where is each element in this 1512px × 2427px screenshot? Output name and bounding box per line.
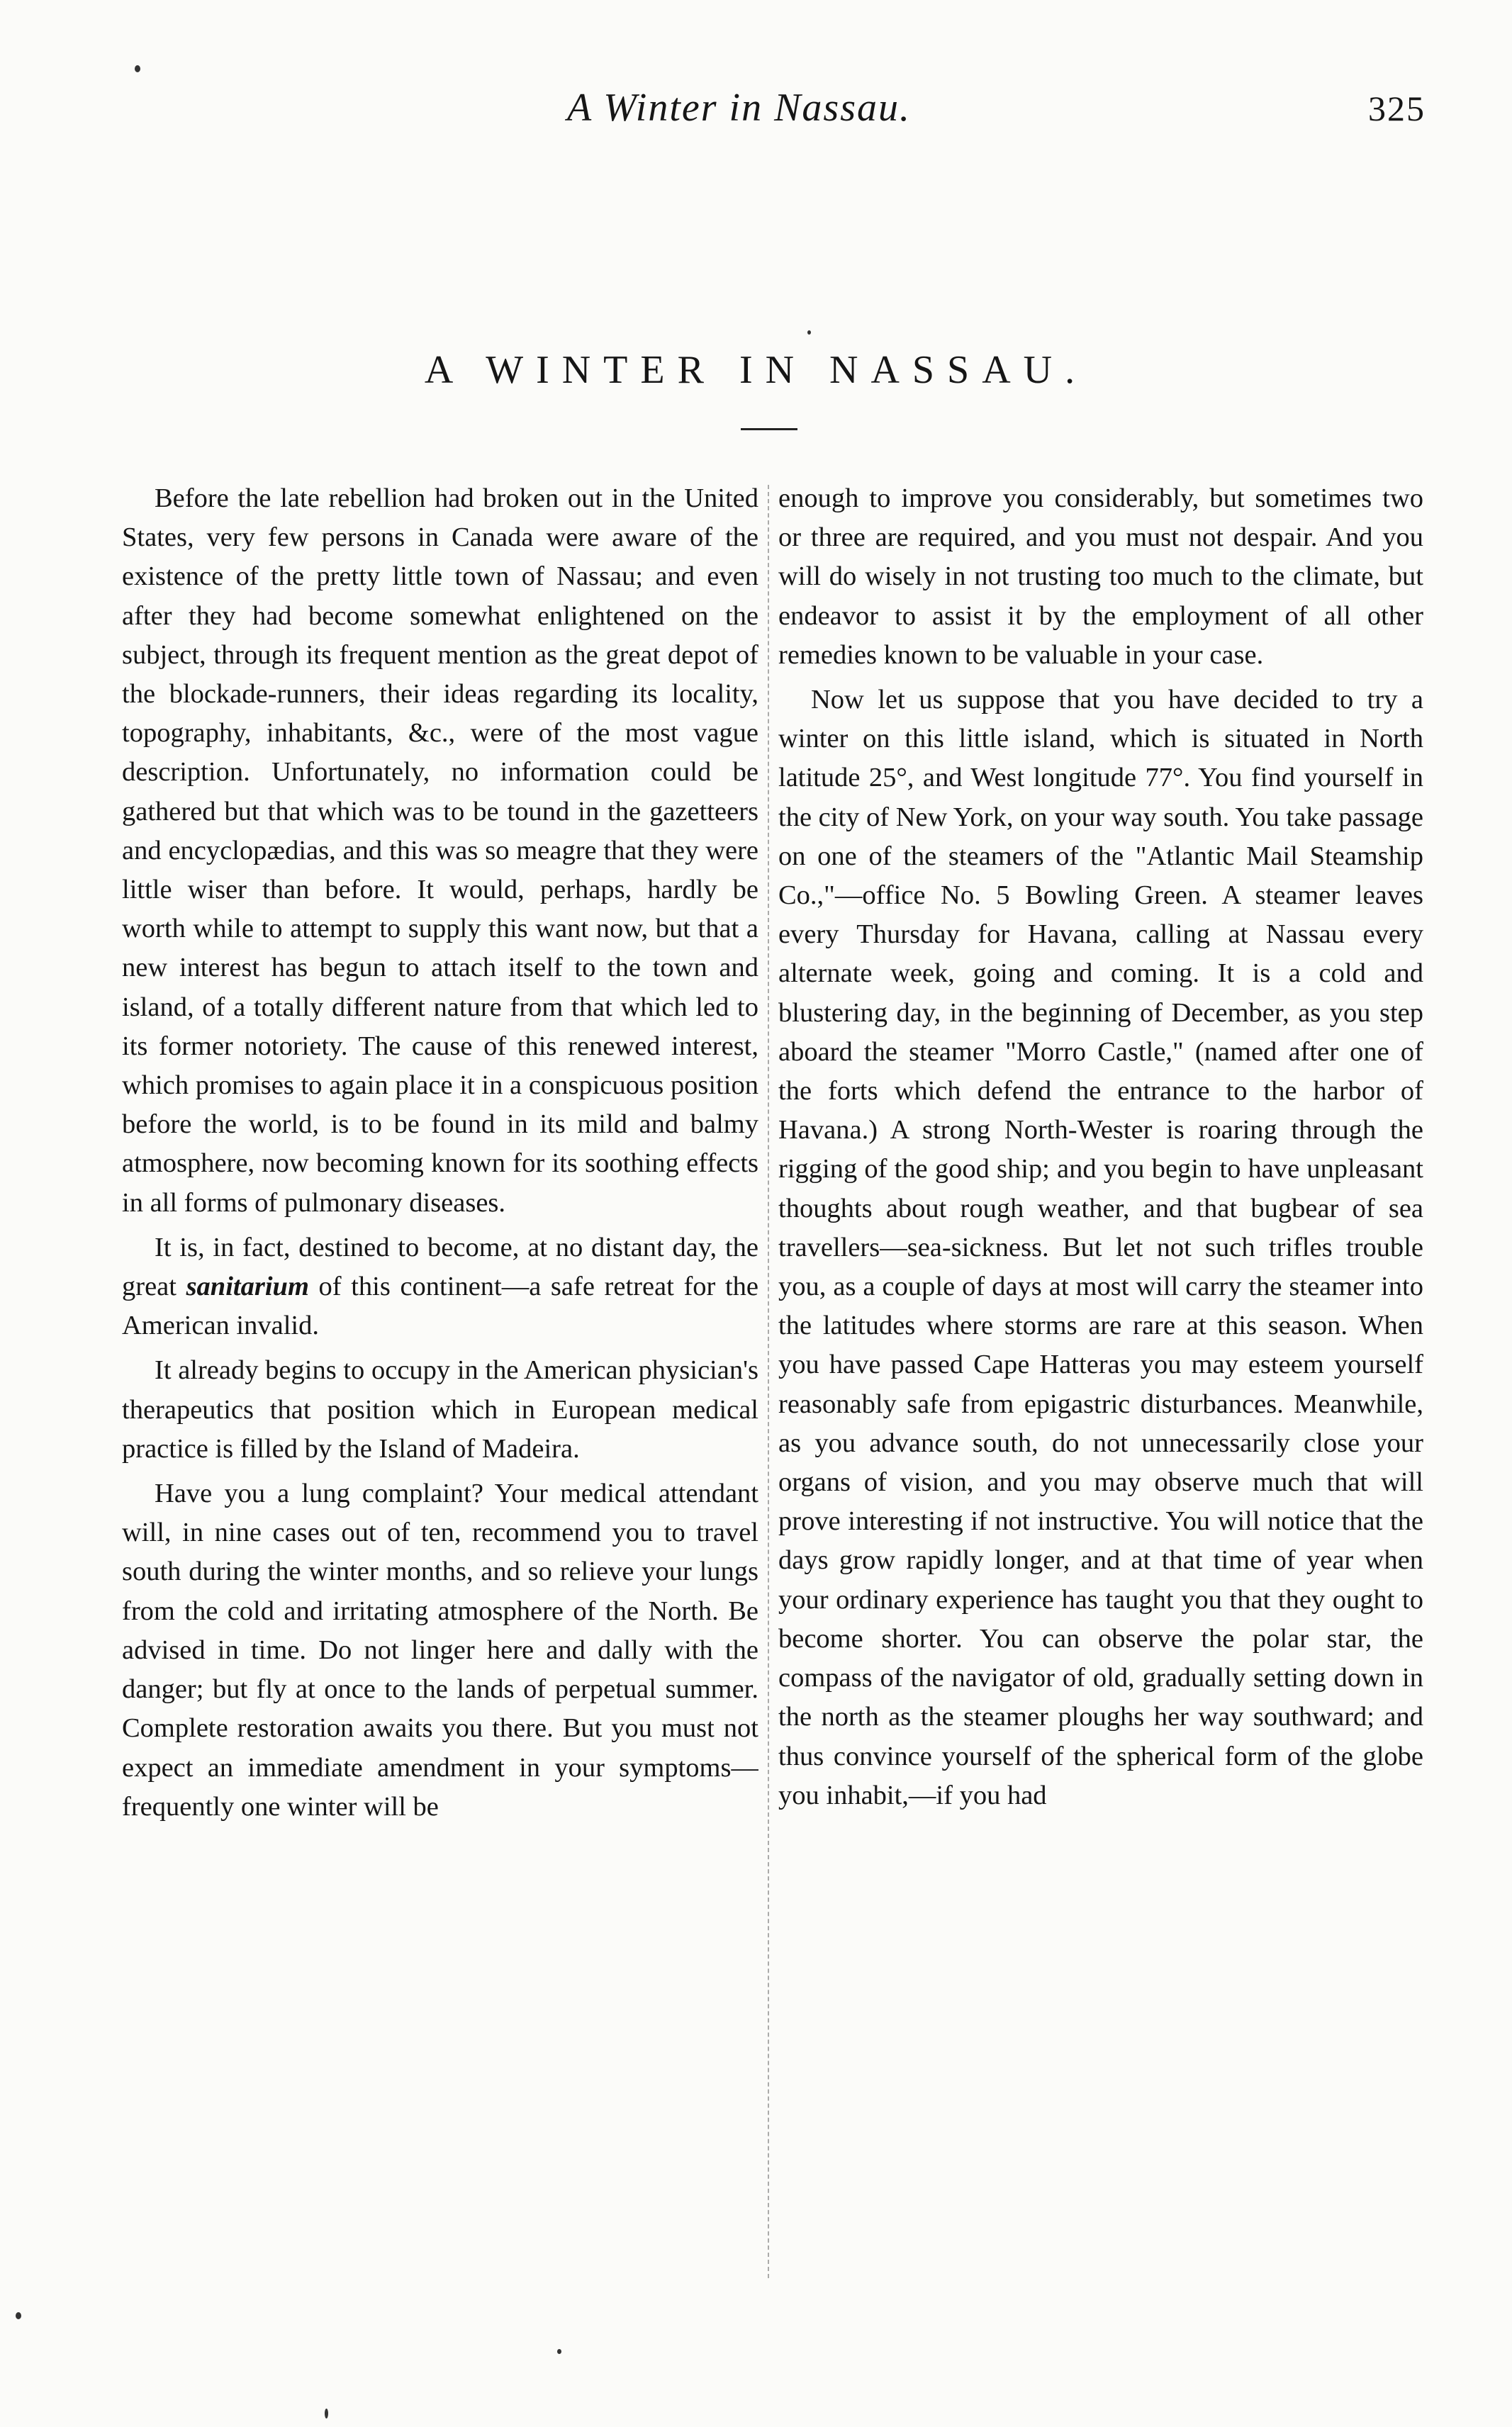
running-title: A Winter in Nassau.: [567, 86, 912, 130]
text-run: of this continent—a safe retreat for the American invalid.: [122, 1272, 758, 1341]
paragraph: Have you a lung complaint? Your medical attendant will, in nine cases out of ten, recommend you to travel south during the winter months, and so relieve your lungs from the cold and irritating atmosphere of the North. Be advised in time. Do not linger here and dally with the danger; but fly at once to the lands of perpetual summer. Complete restoration awaits you there. But you must not expect an immediate amendment in your symptoms—frequently one winter will be: [122, 1479, 758, 1822]
left-column: [122, 479, 758, 2287]
title-rule: [741, 428, 797, 430]
ink-speck: [807, 330, 811, 335]
paragraph: Before the late rebellion had broken out in the United States, very few persons in Canada were aware of the existence of the pretty little town of Nassau; and even after they had become somewhat enlightened on the subject, through its frequent mention as the great depot of the blockade-runners, their ideas regarding its locality, topography, inhabitants, &c., were of the most vague description. Unfortunately, no information could be gathered but that which was to be tound in the gazetteers and encyclopædias, and this was so meagre that they were little wiser than before. It would, perhaps, hardly be worth while to attempt to supply this want now, but that a new interest has begun to attach itself to the town and island, of a totally different nature from that which led to its former notoriety. The cause of this renewed interest, which promises to again place it in a conspicuous position before the world, is to be found in its mild and balmy atmosphere, now becoming known for its soothing effects in all forms of pulmonary diseases.: [122, 483, 758, 1218]
page-number: 325: [1368, 89, 1426, 128]
right-column: [778, 479, 1423, 2287]
paragraph: [122, 1228, 758, 1346]
text-run: It is, in fact, destined to become, at no distant day, the great: [122, 1232, 758, 1302]
ink-speck: [325, 2409, 328, 2418]
running-head: [0, 85, 1512, 156]
paragraph: Now let us suppose that you have decided to try a winter on this little island, which is situated in North latitude 25°, and West longitude 77°. You find yourself in the city of New York, on your way south. You take passage on one of the steamers of the "Atlantic Mail Steamship Co.,"—office No. 5 Bowling Green. A steamer leaves every Thursday for Havana, calling at Nassau every alternate week, going and coming. It is a cold and blustering day, in the beginning of December, as you step aboard the steamer "Morro Castle," (named after one of the forts which defend the entrance to the harbor of Havana.) A strong North-Wester is roaring through the rigging of the good ship; and you begin to have unpleasant thoughts about rough weather, and that bugbear of sea travellers—sea-sickness. But let not such trifles trouble you, as a couple of days at most will carry the steamer into the latitudes where storms are rare at this season. When you have passed Cape Hatteras you may esteem yourself reasonably safe from epigastric disturbances. Meanwhile, as you advance south, do not unnecessarily close your organs of vision, and you may observe much that will prove interesting if not instructive. You will notice that the days grow rapidly longer, and at that time of year when your ordinary experience has taught you that they ought to become shorter. You can observe the polar star, the compass of the navigator of old, gradually setting down in the north as the steamer ploughs her way southward; and thus convince yourself of the spherical form of the globe you inhabit,—if you had: [778, 685, 1423, 1810]
ink-speck: [557, 2349, 561, 2354]
paragraph: enough to improve you considerably, but sometimes two or three are required, and you must not despair. And you will do wisely in not trusting too much to the climate, but endeavor to assist it by the employment of all other remedies known to be valuable in your case.: [778, 483, 1423, 670]
paragraph: It already begins to occupy in the American physician's therapeutics that position which in European medical practice is filled by the Island of Madeira.: [122, 1355, 758, 1464]
column-divider: [768, 485, 769, 2278]
ink-speck: [135, 65, 140, 72]
emphasized-term: sanitarium: [186, 1272, 309, 1302]
ink-speck: [16, 2312, 21, 2319]
article-title: A WINTER IN NASSAU.: [424, 348, 1088, 392]
